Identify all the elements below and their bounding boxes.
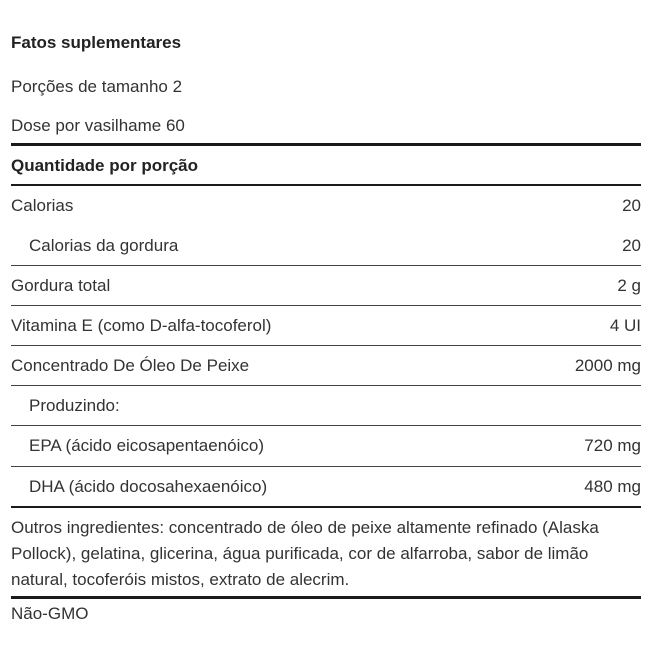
nutrient-row-dha [11,467,641,507]
nutrient-value: 2000 mg [574,356,641,375]
table-bottom-divider [11,506,641,508]
nutrient-label: Concentrado De Óleo De Peixe [11,356,250,375]
nutrient-label: DHA (ácido docosahexaenóico) [29,477,268,496]
nutrient-value: 720 mg [584,436,641,455]
nutrient-value: 480 mg [584,477,641,496]
nutrient-label: Vitamina E (como D-alfa-tocoferol) [11,316,272,335]
nutrient-value: 20 [622,236,641,255]
nutrient-label: Produzindo: [29,396,120,415]
nutrient-row-vitamin-e [11,306,641,346]
nutrient-row-fish-oil [11,346,641,386]
header-divider [11,143,641,146]
nutrient-row-calories-from-fat [11,226,641,266]
footer-divider [11,596,641,599]
nutrient-row-calories [11,186,641,226]
nutrient-row-yielding [11,386,641,426]
nutrient-value: 2 g [617,276,641,295]
amount-per-serving-header: Quantidade por porção [11,156,199,175]
non-gmo-note: Não-GMO [11,604,89,623]
other-ingredients: Outros ingredientes: concentrado de óleo de peixe altamente refinado (Alaska Pollock), gelatina, glicerina, água purificada, cor de alfarroba, sabor de limão natural, tocoferóis mistos, extrato de alecrim. [11,518,599,589]
servings-per-container: Dose por vasilhame 60 [11,116,185,135]
nutrient-row-total-fat [11,266,641,306]
nutrient-value: 20 [622,196,641,215]
nutrient-label: Calorias da gordura [29,236,179,255]
nutrient-label: EPA (ácido eicosapentaenóico) [29,436,265,455]
nutrient-row-epa [11,426,641,466]
serving-size: Porções de tamanho 2 [11,77,183,96]
nutrient-label: Gordura total [11,276,111,295]
nutrient-label: Calorias [11,196,74,215]
panel-title: Fatos suplementares [11,33,182,52]
nutrient-value: 4 UI [609,316,641,335]
